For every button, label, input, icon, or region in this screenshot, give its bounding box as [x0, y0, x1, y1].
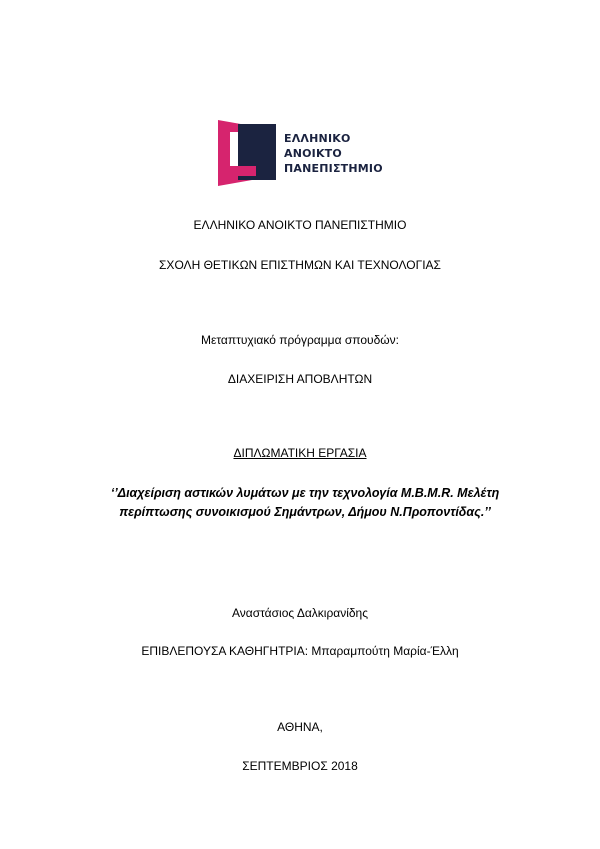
university-logo — [218, 120, 388, 186]
program-label: Μεταπτυχιακό πρόγραμμα σπουδών: — [201, 333, 399, 347]
date: ΣΕΠΤΕΜΒΡΙΟΣ 2018 — [242, 759, 358, 773]
program-name: ΔΙΑΧΕΙΡΙΣΗ ΑΠΟΒΛΗΤΩΝ — [227, 372, 373, 386]
thesis-title-line-1: ‘’Διαχείριση αστικών λυμάτων με την τεχνολογία M.B.M.R. Μελέτη — [110, 486, 500, 500]
thesis-type: ΔΙΠΛΩΜΑΤΙΚΗ ΕΡΓΑΣΙΑ — [233, 446, 367, 460]
thesis-title-line-2: περίπτωσης συνοικισμού Σημάντρων, Δήμου Ν.Προποντίδας.’’ — [119, 505, 491, 519]
city: ΑΘΗΝΑ, — [277, 720, 323, 734]
logo-text — [284, 131, 383, 176]
supervisor: ΕΠΙΒΛΕΠΟΥΣΑ ΚΑΘΗΓΗΤΡΙΑ: Μπαραμπούτη Μαρία-Έλλη — [141, 644, 459, 658]
school-name: ΣΧΟΛΗ ΘΕΤΙΚΩΝ ΕΠΙΣΤΗΜΩΝ ΚΑΙ ΤΕΧΝΟΛΟΓΙΑΣ — [159, 258, 441, 272]
university-name: ΕΛΛΗΝΙΚΟ ΑΝΟΙΚΤΟ ΠΑΝΕΠΙΣΤΗΜΙΟ — [193, 218, 407, 232]
logo-line: ΠΑΝΕΠΙΣΤΗΜΙΟ — [284, 162, 383, 175]
logo-mark-icon — [218, 120, 280, 186]
logo-line: ΑΝΟΙΚΤΟ — [284, 147, 342, 160]
author-name: Αναστάσιος Δαλκιρανίδης — [231, 606, 369, 620]
logo-line: ΕΛΛΗΝΙΚΟ — [284, 132, 351, 145]
